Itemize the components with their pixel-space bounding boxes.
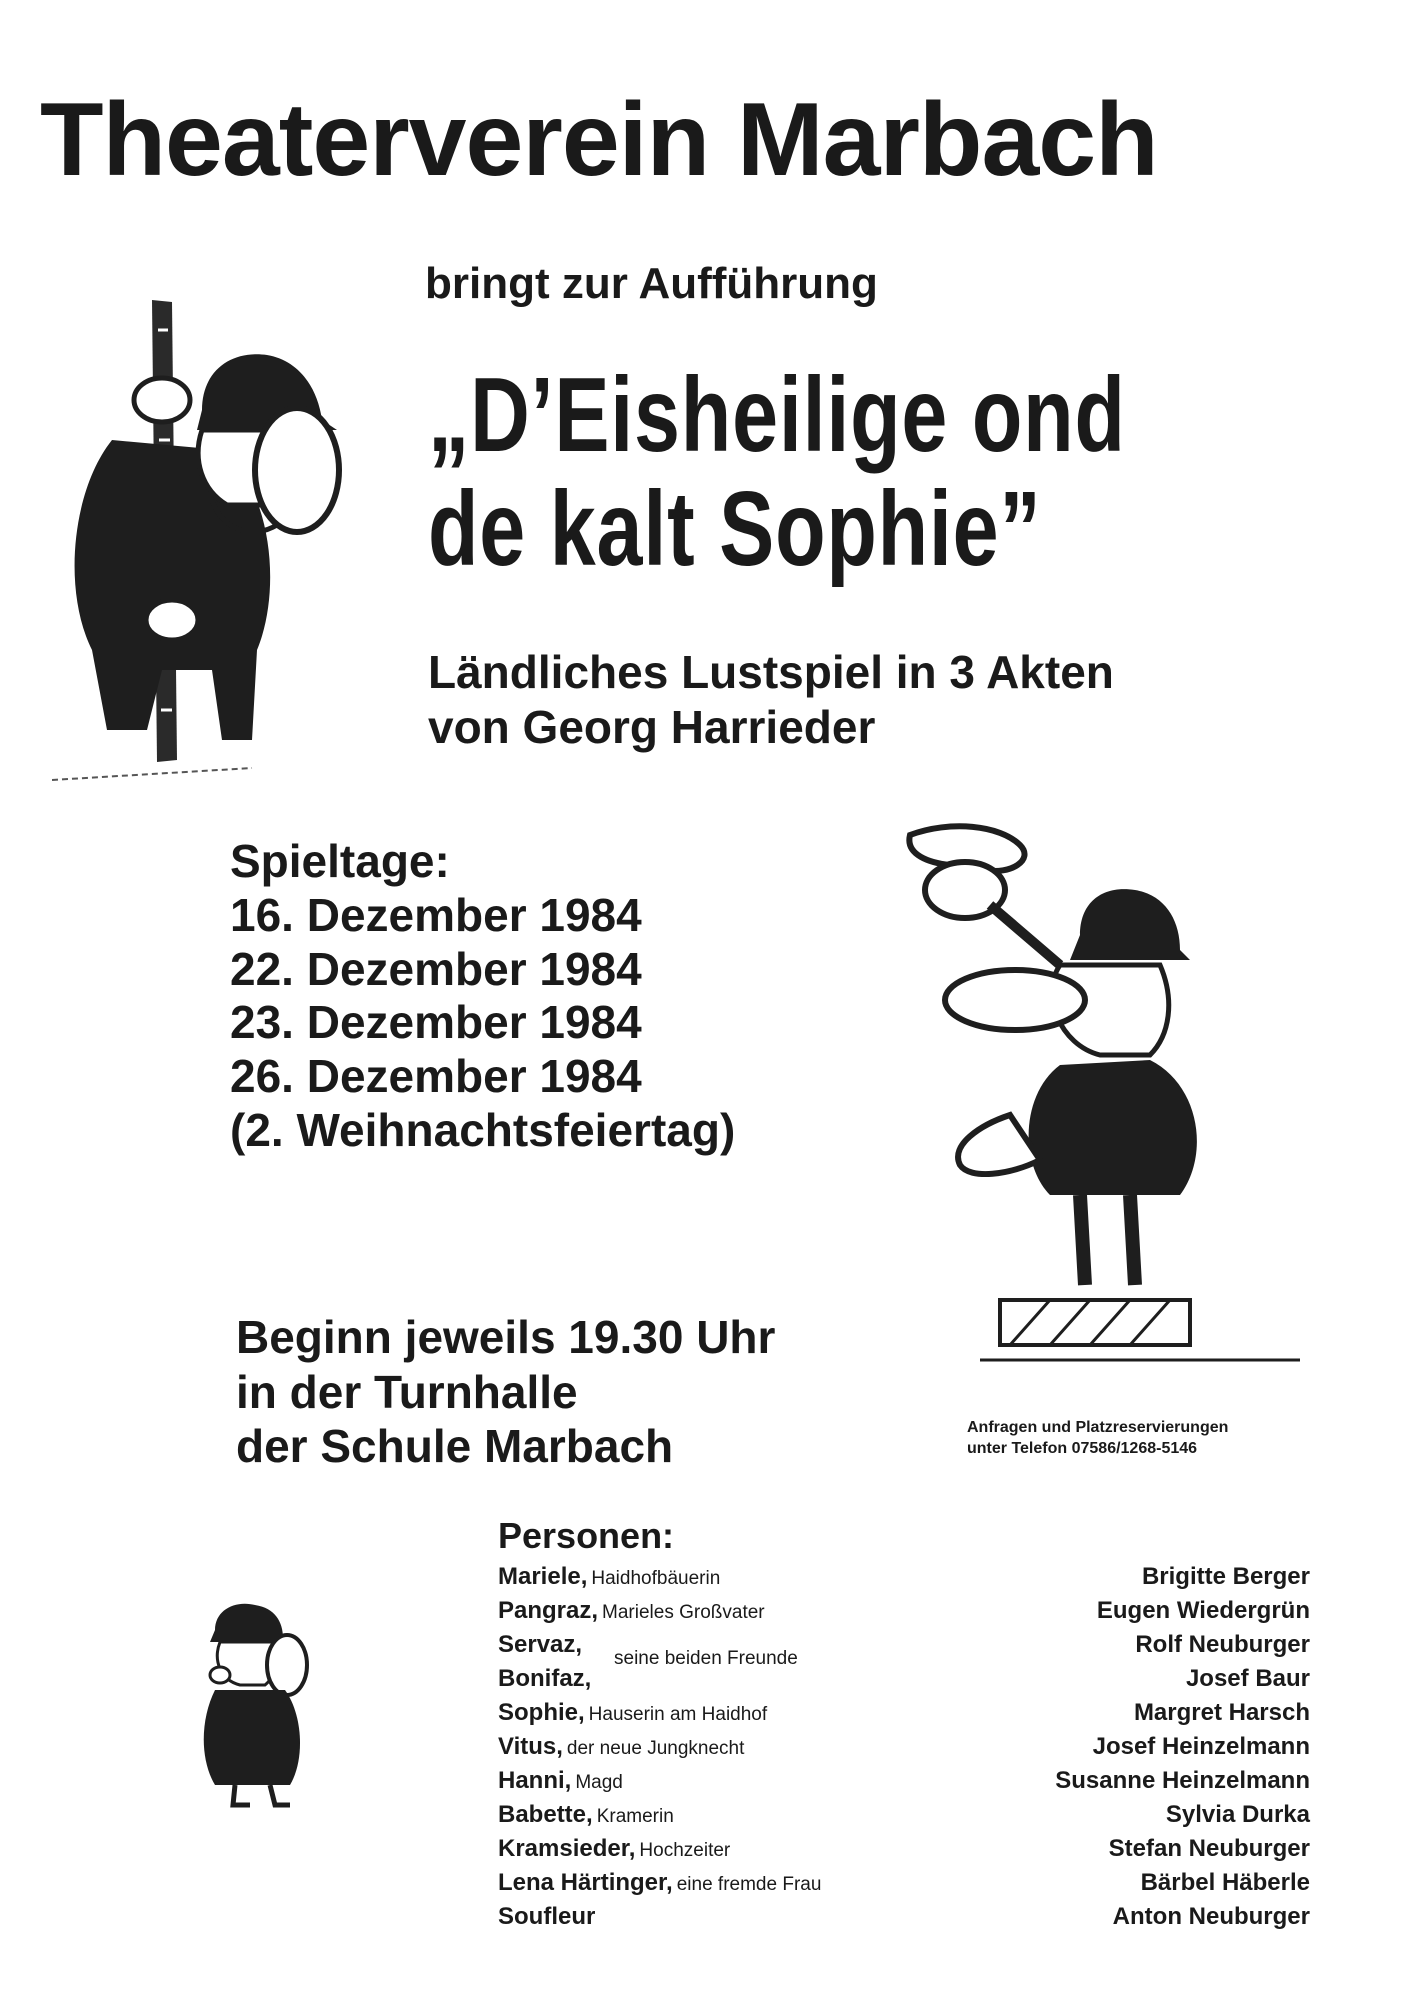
actor-name: Josef Heinzelmann	[1092, 1733, 1310, 1760]
role-desc: eine fremde Frau	[676, 1874, 822, 1895]
contact-info	[967, 1418, 1228, 1460]
role-desc: der neue Jungknecht	[566, 1738, 745, 1759]
role-item	[498, 1560, 938, 1594]
role-desc: Marieles Großvater	[602, 1602, 765, 1623]
schedule-date: 23. Dezember 1984	[230, 996, 642, 1049]
old-man-cartoon-icon	[52, 290, 382, 790]
role-name: Lena Härtinger,	[498, 1869, 673, 1896]
role-name: Hanni,	[498, 1767, 572, 1794]
role-item	[498, 1764, 938, 1798]
schedule-date: 22. Dezember 1984	[230, 942, 642, 995]
subtitle-line-1: Ländliches Lustspiel in 3 Akten	[428, 646, 1114, 698]
subtitle-line-2: von Georg Harrieder	[428, 701, 876, 754]
actor-name: Stefan Neuburger	[1108, 1835, 1310, 1862]
actor-name: Brigitte Berger	[1141, 1563, 1310, 1590]
role-item	[498, 1900, 938, 1934]
cast-heading: Personen:	[498, 1515, 675, 1556]
actor-list	[1055, 1560, 1310, 1934]
role-item	[498, 1730, 938, 1764]
play-title-line-1: „D’Eisheilige ond	[428, 356, 1126, 474]
role-name: Pangraz,	[498, 1597, 599, 1624]
role-name: Bonifaz,	[498, 1665, 592, 1692]
schedule-note: (2. Weihnachtsfeiertag)	[230, 1104, 736, 1157]
role-desc: Hochzeiter	[639, 1840, 731, 1861]
role-name: Mariele,	[498, 1563, 588, 1590]
role-name: Kramsieder,	[498, 1835, 636, 1862]
schedule-block	[230, 835, 735, 1158]
role-desc: Hauserin am Haidhof	[588, 1704, 768, 1725]
role-pair	[498, 1628, 938, 1696]
play-title-line-2: de kalt Sophie”	[428, 470, 1042, 589]
start-line-3: der Schule Marbach	[236, 1420, 674, 1473]
role-desc: Magd	[575, 1772, 623, 1793]
role-item	[498, 1866, 938, 1900]
play-subtitle	[428, 645, 1114, 755]
role-item	[498, 1798, 938, 1832]
role-desc: Kramerin	[596, 1806, 674, 1827]
actor-name: Josef Baur	[1185, 1665, 1310, 1692]
role-item	[498, 1832, 938, 1866]
small-man-cartoon-icon	[195, 1600, 325, 1810]
role-name: Soufleur	[498, 1903, 596, 1930]
role-name: Sophie,	[498, 1699, 585, 1726]
actor-name: Bärbel Häberle	[1140, 1869, 1310, 1896]
role-name: Servaz,	[498, 1631, 583, 1658]
start-line-1: Beginn jeweils 19.30 Uhr	[236, 1311, 776, 1363]
contact-line-2: unter Telefon 07586/1268-5146	[967, 1439, 1198, 1457]
role-item	[498, 1594, 938, 1628]
actor-name: Susanne Heinzelmann	[1055, 1767, 1310, 1794]
role-item	[498, 1696, 938, 1730]
role-list	[498, 1560, 938, 1934]
play-title	[428, 358, 1126, 587]
start-info	[236, 1310, 775, 1474]
schedule-date: 16. Dezember 1984	[230, 888, 642, 941]
actor-name: Eugen Wiedergrün	[1096, 1597, 1310, 1624]
intro-line: bringt zur Aufführung	[425, 259, 878, 308]
actor-name: Margret Harsch	[1133, 1699, 1310, 1726]
start-line-2: in der Turnhalle	[236, 1365, 578, 1418]
role-desc: Haidhofbäuerin	[591, 1568, 721, 1589]
schedule-date: 26. Dezember 1984	[230, 1050, 642, 1103]
contact-line-1: Anfragen und Platzreservierungen	[967, 1419, 1229, 1436]
actor-name: Rolf Neuburger	[1135, 1631, 1310, 1658]
pointing-man-cartoon-icon	[890, 815, 1310, 1375]
role-pair-desc: seine beiden Freunde	[614, 1648, 798, 1669]
actor-name: Sylvia Durka	[1165, 1801, 1310, 1828]
role-name: Vitus,	[498, 1733, 563, 1760]
role-name: Babette,	[498, 1801, 593, 1828]
actor-name: Anton Neuburger	[1112, 1903, 1310, 1930]
poster-title: Theaterverein Marbach	[40, 82, 1158, 198]
schedule-heading: Spieltage:	[230, 835, 450, 887]
